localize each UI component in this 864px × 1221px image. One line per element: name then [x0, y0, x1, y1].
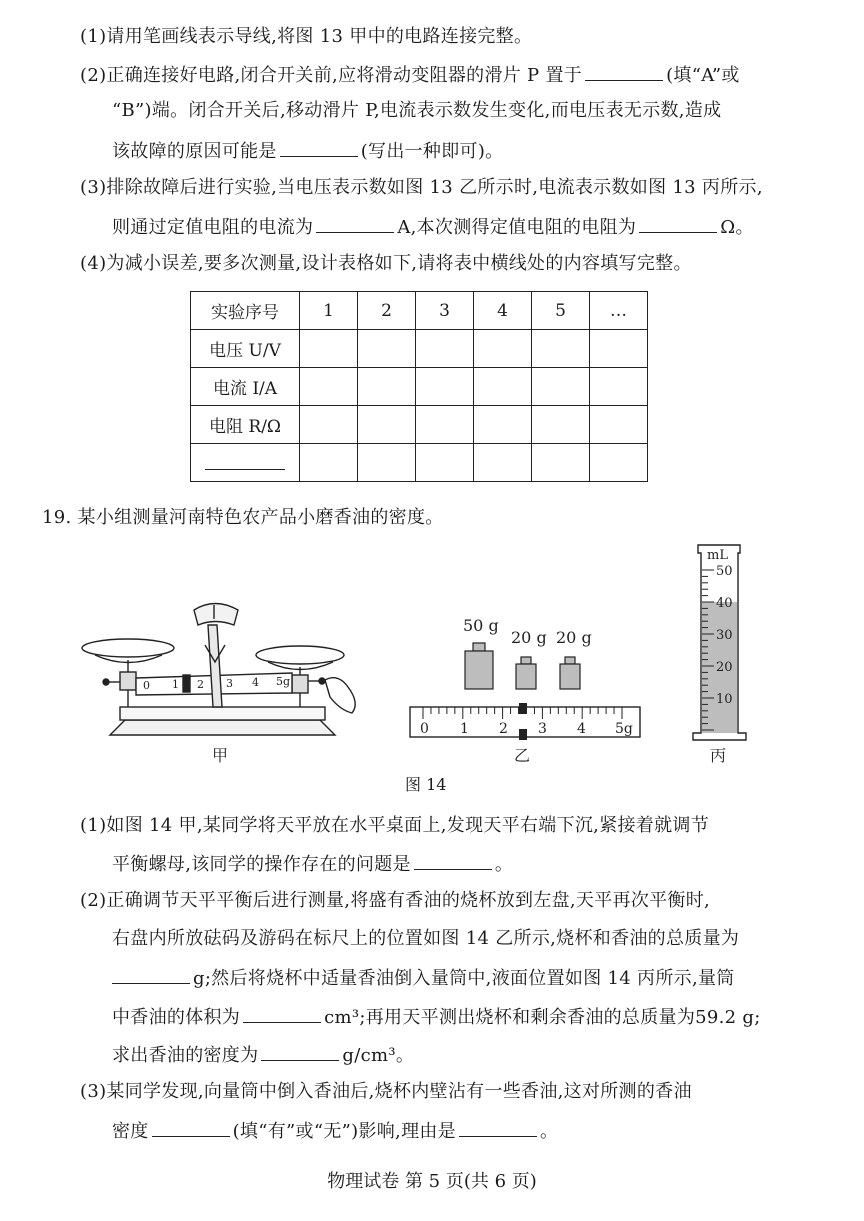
q19-part3-line2: 密度 (填“有”或“无”)影响,理由是 。 — [112, 1118, 558, 1144]
q19-part2-line4: 中香油的体积为 cm³;再用天平测出烧杯和剩余香油的总质量为59.2 g; — [112, 1004, 761, 1030]
answer-blank[interactable] — [112, 965, 190, 984]
balance-tick-label: 1 — [172, 678, 179, 691]
balance-tick-label: 3 — [226, 677, 233, 690]
q18-part4: (4)为减小误差,要多次测量,设计表格如下,请将表中横线处的内容填写完整。 — [80, 253, 692, 274]
label-jia: 甲 — [212, 746, 229, 765]
table-header-cell: … — [590, 292, 648, 330]
q19-part2-line2: 右盘内所放砝码及游码在标尺上的位置如图 14 乙所示,烧杯和香油的总质量为 — [112, 928, 740, 949]
q19-part1-line2: 平衡螺母,该同学的操作存在的问题是 。 — [112, 851, 513, 877]
q18-part3-line1: (3)排除故障后进行实验,当电压表示数如图 13 乙所示时,电流表示数如图 13 丙所示, — [80, 177, 763, 198]
scale-tick-label: 4 — [577, 721, 586, 737]
q19-part2-line3: g;然后将烧杯中适量香油倒入量筒中,液面位置如图 14 丙所示,量筒 — [112, 965, 735, 991]
weight-20g-icon — [560, 664, 580, 689]
weight-label-20g: 20 g — [556, 628, 592, 647]
table-row — [191, 368, 648, 406]
weight-label-50g: 50 g — [463, 616, 499, 635]
cylinder-tick-label: 20 — [716, 660, 733, 675]
row-label-current: 电流 I/A — [191, 368, 300, 406]
answer-blank[interactable] — [152, 1118, 230, 1137]
table-row — [191, 406, 648, 444]
label-yi: 乙 — [514, 746, 531, 765]
scale-tick-label: 0 — [420, 721, 429, 737]
weight-label-20g: 20 g — [511, 628, 547, 647]
answer-blank[interactable] — [243, 1004, 321, 1023]
table-header-cell: 2 — [358, 292, 416, 330]
answer-blank[interactable] — [414, 851, 492, 870]
scale-tick-label: 2 — [499, 721, 508, 737]
weight-20g-icon — [516, 664, 536, 689]
scale-tick-label: 5g — [615, 721, 633, 737]
weight-50g-icon — [465, 651, 493, 689]
q19-part1-line1: (1)如图 14 甲,某同学将天平放在水平桌面上,发现天平右端下沉,紧接着就调节 — [80, 815, 710, 836]
table-row — [191, 444, 648, 482]
table-row — [191, 330, 648, 368]
scale-tick-label: 3 — [538, 721, 547, 737]
cylinder-tick-label: 10 — [716, 692, 733, 707]
q18-part2-line3: 该故障的原因可能是 (写出一种即可)。 — [112, 138, 503, 164]
rider-marker — [519, 729, 527, 740]
cylinder-unit: mL — [707, 548, 728, 563]
balance-tick-label: 0 — [143, 679, 150, 692]
q19-part3-line1: (3)某同学发现,向量筒中倒入香油后,烧杯内壁沾有一些香油,这对所测的香油 — [80, 1081, 692, 1102]
rider-marker — [519, 703, 527, 714]
balance-tick-label: 5g — [276, 675, 291, 688]
answer-blank[interactable] — [261, 1042, 339, 1061]
rider-scale — [410, 703, 640, 740]
answer-blank[interactable] — [585, 62, 663, 81]
q19-part2-line1: (2)正确调节天平平衡后进行测量,将盛有香油的烧杯放到左盘,天平再次平衡时, — [80, 890, 711, 911]
row-label-resistance: 电阻 R/Ω — [191, 406, 300, 444]
experiment-table — [190, 291, 648, 482]
q18-part2-line1: (2)正确连接好电路,闭合开关前,应将滑动变阻器的滑片 P 置于 (填“A”或 — [80, 62, 740, 88]
table-header-cell: 1 — [300, 292, 358, 330]
answer-blank[interactable] — [459, 1118, 537, 1137]
scale-tick-label: 1 — [460, 721, 469, 737]
q18-part2-line2: “B”)端。闭合开关后,移动滑片 P,电流表示数发生变化,而电压表无示数,造成 — [112, 100, 722, 121]
balance-tick-label: 2 — [197, 678, 204, 691]
answer-blank[interactable] — [316, 214, 394, 233]
table-header-cell: 实验序号 — [191, 292, 300, 330]
figure-caption: 图 14 — [405, 775, 447, 794]
table-header-cell: 5 — [532, 292, 590, 330]
graduated-cylinder — [693, 545, 746, 740]
q19-title: 19. 某小组测量河南特色农产品小磨香油的密度。 — [42, 507, 444, 528]
row-label-voltage: 电压 U/V — [191, 330, 300, 368]
balance-illustration — [82, 604, 355, 736]
weights-illustration — [463, 616, 592, 689]
row-label-blank[interactable] — [191, 444, 300, 482]
answer-blank[interactable] — [280, 138, 358, 157]
cylinder-tick-label: 40 — [716, 596, 733, 611]
q19-part2-line5: 求出香油的密度为 g/cm³。 — [112, 1042, 414, 1068]
balance-tick-label: 4 — [252, 676, 259, 689]
table-header-cell: 4 — [474, 292, 532, 330]
cylinder-tick-label: 50 — [716, 564, 733, 579]
answer-blank[interactable] — [639, 214, 717, 233]
q18-part3-line2: 则通过定值电阻的电流为 A,本次测得定值电阻的电阻为 Ω。 — [112, 214, 754, 240]
figure-14 — [0, 535, 864, 795]
cylinder-tick-label: 30 — [716, 628, 733, 643]
table-header-cell: 3 — [416, 292, 474, 330]
page-footer: 物理试卷 第 5 页(共 6 页) — [327, 1171, 537, 1192]
table-header-row — [191, 292, 648, 330]
q18-part1: (1)请用笔画线表示导线,将图 13 甲中的电路连接完整。 — [80, 26, 533, 47]
label-bing: 丙 — [710, 746, 727, 765]
